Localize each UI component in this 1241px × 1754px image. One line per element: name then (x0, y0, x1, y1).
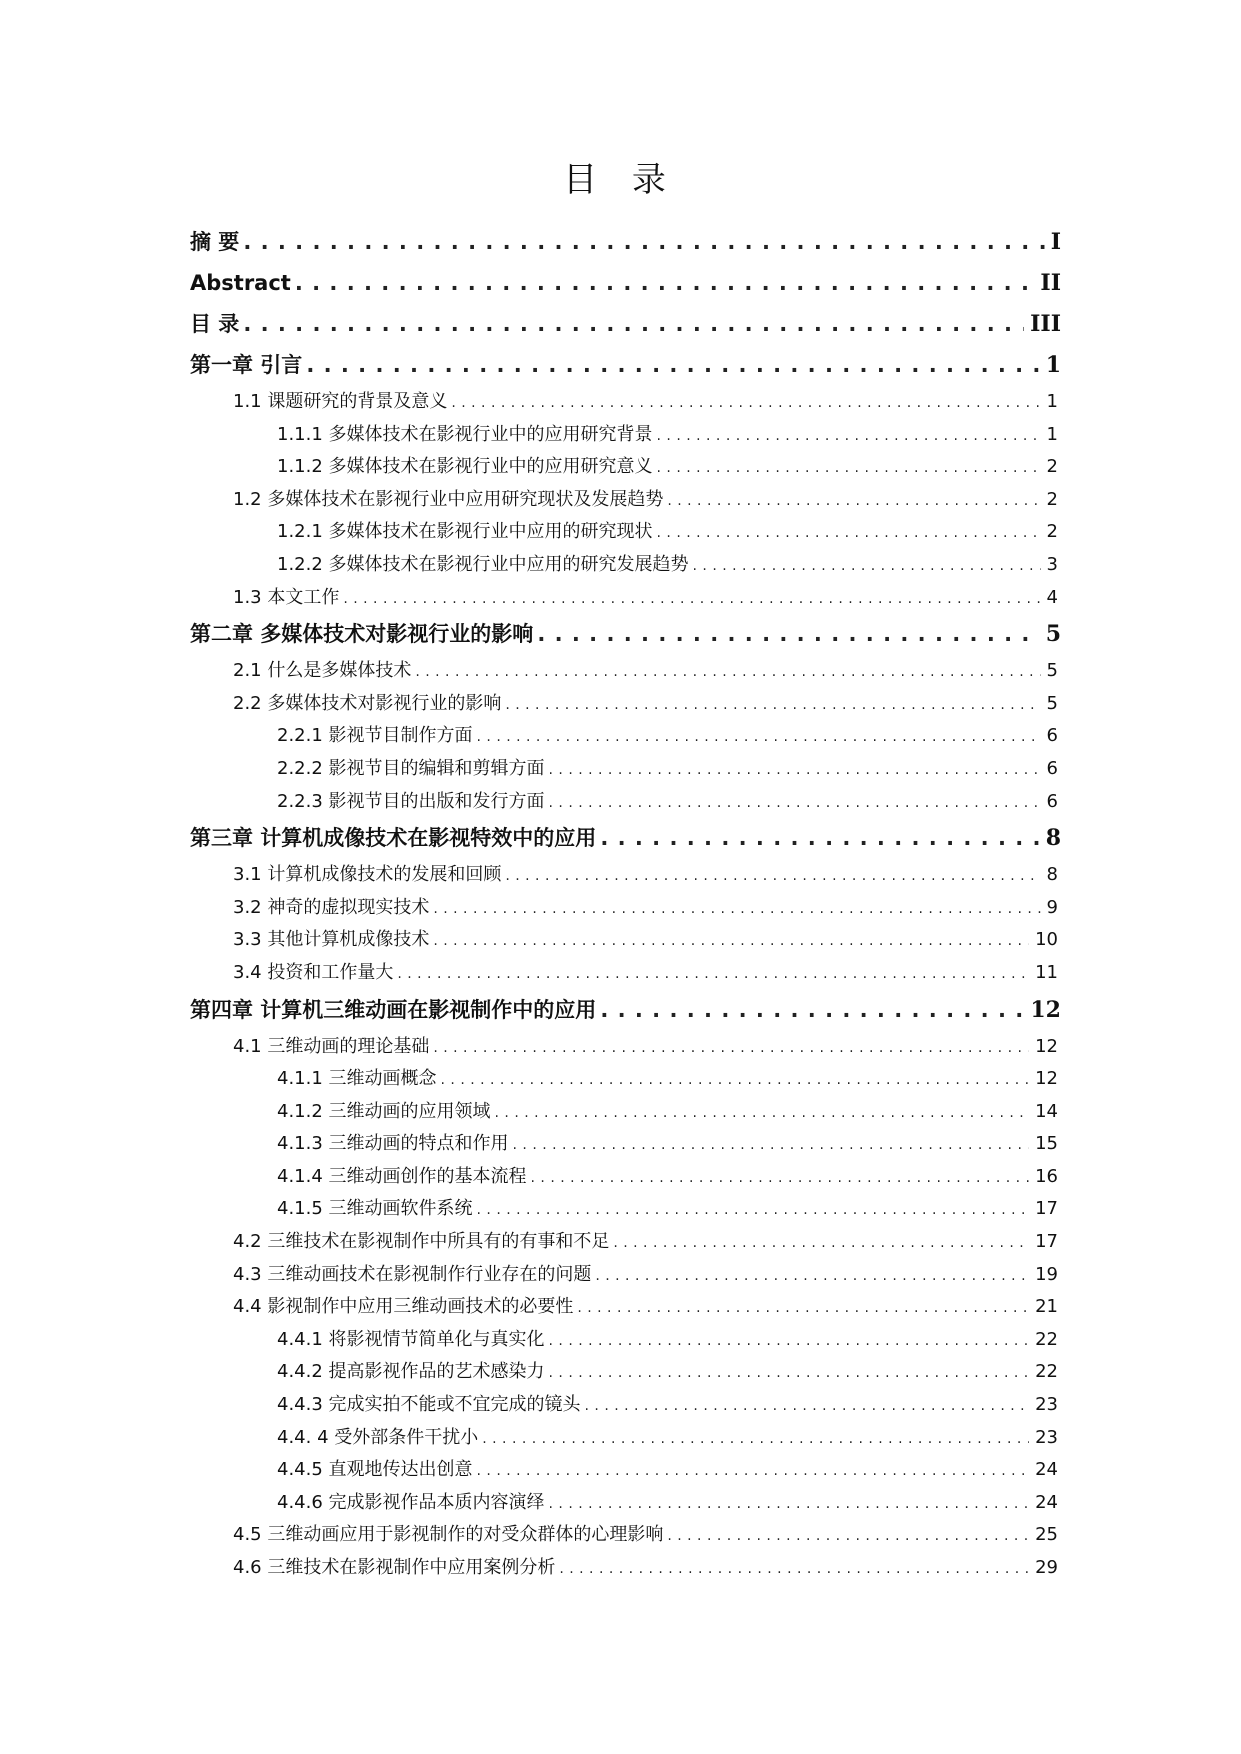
toc-entry[interactable] (0, 1161, 1241, 1194)
toc-entry-label: 4.1.1 三维动画概念 (277, 1068, 437, 1090)
toc-entry[interactable] (0, 688, 1241, 721)
toc-entry[interactable] (0, 1193, 1241, 1226)
dot-leader (482, 1423, 1029, 1456)
dot-leader (549, 787, 1041, 820)
toc-entry[interactable] (0, 582, 1241, 615)
toc-entry-page-number: 8 (1046, 864, 1058, 886)
toc-entry-page-number: 5 (1046, 692, 1058, 714)
toc-entry[interactable] (0, 924, 1241, 957)
toc-entry[interactable] (0, 957, 1241, 990)
dot-leader (667, 485, 1040, 518)
toc-entry-label: 3.2 神奇的虚拟现实技术 (233, 896, 430, 918)
toc-entry-label: 4.4 影视制作中应用三维动画技术的必要性 (233, 1296, 574, 1318)
toc-entry[interactable] (0, 263, 1241, 304)
toc-entry-page-number: 2 (1046, 488, 1058, 510)
dot-leader (495, 1097, 1030, 1130)
toc-entry-label: 3.3 其他计算机成像技术 (233, 929, 430, 951)
toc-entry[interactable] (0, 655, 1241, 688)
toc-entry[interactable] (0, 1552, 1241, 1585)
dot-leader (549, 1488, 1030, 1521)
toc-entry-label: 第二章 多媒体技术对影视行业的影响 (190, 622, 534, 647)
toc-entry-label: 2.2.3 影视节目的出版和发行方面 (277, 790, 545, 812)
toc-entry-page-number: 25 (1035, 1524, 1058, 1546)
toc-entry[interactable] (0, 786, 1241, 819)
toc-entry-page-number: 2 (1046, 456, 1058, 478)
toc-entry-label: 1.2.2 多媒体技术在影视行业中应用的研究发展趋势 (277, 553, 689, 575)
toc-entry[interactable] (0, 1519, 1241, 1552)
toc-entry-label: Abstract (190, 271, 291, 295)
toc-entry[interactable] (0, 1031, 1241, 1064)
toc-entry-page-number: 17 (1035, 1198, 1058, 1220)
toc-entry-label: 1.2 多媒体技术在影视行业中应用研究现状及发展趋势 (233, 488, 664, 510)
dot-leader (657, 517, 1041, 550)
toc-entry[interactable] (0, 614, 1241, 655)
toc-entry-label: 4.5 三维动画应用于影视制作的对受众群体的心理影响 (233, 1524, 664, 1546)
toc-entry-label: 4.4.6 完成影视作品本质内容演绎 (277, 1491, 545, 1513)
toc-entry-page-number: 4 (1046, 586, 1058, 608)
toc-entry[interactable] (0, 304, 1241, 345)
toc-entry-page-number: 29 (1035, 1557, 1058, 1578)
dot-leader (595, 1260, 1029, 1293)
toc-entry-label: 2.1 什么是多媒体技术 (233, 660, 412, 682)
toc-entry-label: 第三章 计算机成像技术在影视特效中的应用 (190, 826, 597, 851)
dot-leader (577, 1292, 1029, 1325)
toc-entry[interactable] (0, 990, 1241, 1031)
toc-entry[interactable] (0, 484, 1241, 517)
toc-entry[interactable] (0, 549, 1241, 582)
toc-entry-label: 4.2 三维技术在影视制作中所具有的有事和不足 (233, 1231, 610, 1253)
toc-entry-page-number: 24 (1035, 1459, 1058, 1481)
dot-leader (441, 1064, 1030, 1097)
toc-entry[interactable] (0, 1389, 1241, 1422)
dot-leader (397, 958, 1029, 991)
toc-entry-page-number: III (1030, 311, 1061, 337)
dot-leader (243, 222, 1044, 263)
toc-entry-label: 4.4.3 完成实拍不能或不宜完成的镜头 (277, 1394, 581, 1416)
dot-leader (306, 345, 1039, 386)
toc-entry[interactable] (0, 1356, 1241, 1389)
toc-entry-label: 4.3 三维动画技术在影视制作行业存在的问题 (233, 1263, 592, 1285)
toc-entry-page-number: 22 (1035, 1361, 1058, 1383)
table-of-contents (0, 222, 1241, 1585)
dot-leader (513, 1129, 1030, 1162)
toc-entry-page-number: 5 (1046, 660, 1058, 682)
toc-entry-page-number: 2 (1046, 521, 1058, 543)
toc-entry-label: 4.4.5 直观地传达出创意 (277, 1459, 473, 1481)
toc-entry-page-number: 11 (1035, 961, 1058, 983)
toc-entry-page-number: 23 (1035, 1426, 1058, 1448)
toc-entry[interactable] (0, 222, 1241, 263)
dot-leader (477, 721, 1041, 754)
toc-entry[interactable] (0, 1324, 1241, 1357)
toc-entry-page-number: 17 (1035, 1231, 1058, 1253)
dot-leader (613, 1227, 1029, 1260)
toc-entry-label: 4.1.3 三维动画的特点和作用 (277, 1133, 509, 1155)
toc-entry-label: 1.2.1 多媒体技术在影视行业中应用的研究现状 (277, 521, 653, 543)
toc-entry[interactable] (0, 1259, 1241, 1292)
toc-entry[interactable] (0, 1226, 1241, 1259)
toc-entry-label: 4.4.2 提高影视作品的艺术感染力 (277, 1361, 545, 1383)
toc-entry-label: 4.1.2 三维动画的应用领域 (277, 1100, 491, 1122)
toc-entry-label: 3.1 计算机成像技术的发展和回顾 (233, 864, 502, 886)
toc-entry-page-number: 12 (1035, 1035, 1058, 1057)
toc-entry-label: 1.1.1 多媒体技术在影视行业中的应用研究背景 (277, 423, 653, 445)
toc-entry-page-number: 6 (1046, 757, 1058, 779)
toc-entry-page-number: 21 (1035, 1296, 1058, 1318)
dot-leader (537, 614, 1039, 655)
dot-leader (343, 583, 1040, 616)
toc-entry-page-number: 24 (1035, 1491, 1058, 1513)
dot-leader (531, 1162, 1030, 1195)
dot-leader (433, 1032, 1029, 1065)
toc-entry-label: 摘 要 (190, 230, 240, 254)
dot-leader (585, 1390, 1030, 1423)
toc-entry-label: 目 录 (190, 312, 240, 336)
dot-leader (477, 1194, 1030, 1227)
toc-entry[interactable] (0, 753, 1241, 786)
toc-entry[interactable] (0, 419, 1241, 452)
dot-leader (600, 990, 1024, 1031)
toc-entry[interactable] (0, 1454, 1241, 1487)
toc-entry-page-number: II (1040, 270, 1061, 296)
toc-entry-label: 1.1 课题研究的背景及意义 (233, 391, 448, 412)
toc-entry[interactable] (0, 1128, 1241, 1161)
toc-entry[interactable] (0, 1063, 1241, 1096)
dot-leader (415, 656, 1040, 689)
dot-leader (433, 893, 1040, 926)
toc-entry-label: 4.1 三维动画的理论基础 (233, 1035, 430, 1057)
toc-entry-label: 4.4. 4 受外部条件干扰小 (277, 1426, 479, 1448)
toc-entry-page-number: I (1050, 229, 1061, 255)
dot-leader (600, 818, 1039, 859)
toc-entry-page-number: 12 (1030, 996, 1061, 1023)
toc-entry-label: 1.1.2 多媒体技术在影视行业中的应用研究意义 (277, 456, 653, 478)
dot-leader (505, 689, 1040, 722)
toc-entry-page-number: 6 (1046, 725, 1058, 747)
toc-entry-label: 4.1.4 三维动画创作的基本流程 (277, 1165, 527, 1187)
toc-entry[interactable] (0, 818, 1241, 859)
toc-entry-page-number: 5 (1045, 621, 1061, 648)
dot-leader (505, 860, 1040, 893)
toc-entry-page-number: 16 (1035, 1165, 1058, 1187)
toc-entry[interactable] (0, 1291, 1241, 1324)
toc-entry-label: 4.6 三维技术在影视制作中应用案例分析 (233, 1557, 556, 1578)
toc-entry-page-number: 1 (1046, 391, 1058, 412)
toc-entry[interactable] (0, 516, 1241, 549)
toc-entry[interactable] (0, 345, 1241, 386)
dot-leader (549, 1325, 1030, 1358)
toc-entry-page-number: 12 (1035, 1068, 1058, 1090)
toc-entry-label: 4.1.5 三维动画软件系统 (277, 1198, 473, 1220)
toc-entry-label: 第四章 计算机三维动画在影视制作中的应用 (190, 997, 597, 1022)
toc-entry-label: 4.4.1 将影视情节简单化与真实化 (277, 1328, 545, 1350)
toc-entry-label: 第一章 引言 (190, 353, 303, 377)
dot-leader (667, 1520, 1029, 1553)
toc-entry-page-number: 3 (1046, 553, 1058, 575)
toc-entry-page-number: 10 (1035, 929, 1058, 951)
toc-entry-label: 1.3 本文工作 (233, 586, 340, 608)
page-title: 目 录 (563, 160, 678, 200)
toc-entry-page-number: 9 (1046, 896, 1058, 918)
dot-leader (549, 754, 1041, 787)
toc-entry-page-number: 8 (1045, 825, 1061, 852)
dot-leader (657, 452, 1041, 485)
dot-leader (477, 1455, 1030, 1488)
toc-entry-label: 3.4 投资和工作量大 (233, 961, 394, 983)
toc-entry[interactable] (0, 386, 1241, 419)
toc-entry-page-number: 6 (1046, 790, 1058, 812)
toc-entry[interactable] (0, 1096, 1241, 1129)
toc-entry[interactable] (0, 720, 1241, 753)
toc-entry-page-number: 1 (1046, 423, 1058, 445)
dot-leader (559, 1553, 1029, 1586)
toc-entry-page-number: 15 (1035, 1133, 1058, 1155)
toc-entry-label: 2.2.1 影视节目制作方面 (277, 725, 473, 747)
dot-leader (295, 263, 1035, 304)
toc-entry[interactable] (0, 1487, 1241, 1520)
dot-leader (693, 550, 1041, 583)
toc-entry[interactable] (0, 1422, 1241, 1455)
toc-entry[interactable] (0, 859, 1241, 892)
dot-leader (451, 387, 1040, 420)
toc-entry-page-number: 1 (1045, 352, 1061, 378)
toc-entry[interactable] (0, 892, 1241, 925)
dot-leader (657, 420, 1041, 453)
toc-entry[interactable] (0, 451, 1241, 484)
toc-entry-page-number: 22 (1035, 1328, 1058, 1350)
toc-entry-label: 2.2 多媒体技术对影视行业的影响 (233, 692, 502, 714)
toc-entry-page-number: 14 (1035, 1100, 1058, 1122)
dot-leader (433, 925, 1029, 958)
toc-entry-page-number: 19 (1035, 1263, 1058, 1285)
dot-leader (549, 1357, 1030, 1390)
toc-entry-label: 2.2.2 影视节目的编辑和剪辑方面 (277, 757, 545, 779)
dot-leader (243, 304, 1024, 345)
toc-entry-page-number: 23 (1035, 1394, 1058, 1416)
